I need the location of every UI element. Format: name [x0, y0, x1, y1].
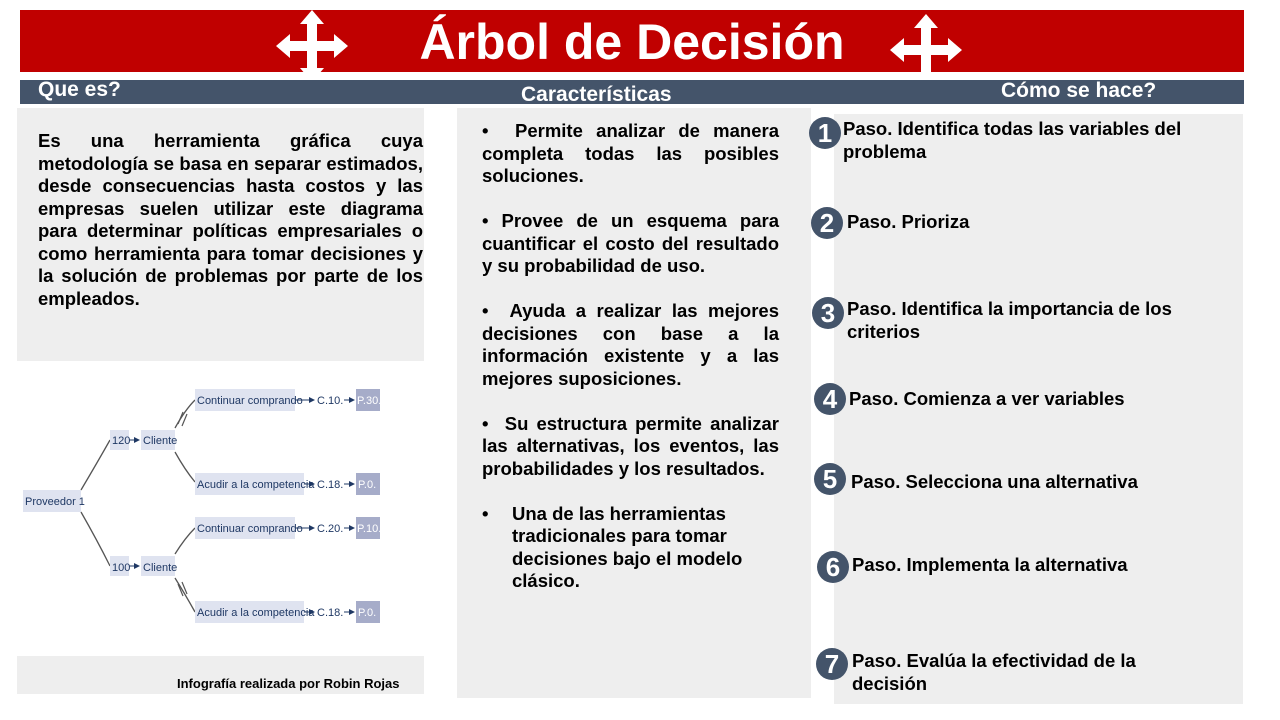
- tree-cost-4: C.18.: [317, 607, 344, 619]
- tree-option-continue-top: Continuar comprando: [197, 395, 303, 407]
- tree-cost-2: C.18.: [317, 479, 344, 491]
- credit-text: Infografía realizada por Robin Rojas: [177, 676, 400, 691]
- tree-option-competition-top: Acudir a la competencia: [197, 479, 315, 491]
- step-text-1: Paso. Identifica todas las variables del problema: [843, 118, 1182, 162]
- step-number-5: 5: [814, 463, 846, 495]
- section-title-what-is: Que es?: [38, 78, 121, 101]
- tree-client-top-label: Cliente: [143, 435, 178, 447]
- tree-prob-4: P.0.: [358, 607, 377, 619]
- bullet-dot: •: [482, 502, 489, 524]
- step-text-2: Paso. Prioriza: [847, 211, 970, 232]
- tree-branch-top-label: 120: [112, 435, 131, 447]
- tree-cost-1: C.10.: [317, 395, 344, 407]
- step-number-3: 3: [812, 297, 844, 329]
- tree-cost-3: C.20.: [317, 523, 344, 535]
- tree-option-competition-bottom: Acudir a la competencia: [197, 607, 315, 619]
- what-is-text: Es una herramienta gráfica cuya metodología se basa en separar estimados, desde consecuencias hasta costos y las empresas suelen utilizar este diagrama para determinar políticas empresariales o como herramienta para tomar decisiones y la solución de problemas por parte de los empleados.: [38, 130, 423, 309]
- tree-client-bottom-label: Cliente: [143, 562, 178, 574]
- step-text-4: Paso. Comienza a ver variables: [849, 388, 1125, 409]
- decision-tree-diagram: [17, 378, 417, 638]
- feature-item-5: • Una de las herramientas tradicionales para tomar decisiones bajo el modelo clásico.: [482, 502, 743, 591]
- step-number-7: 7: [816, 648, 848, 680]
- page-title: Árbol de Decisión: [419, 14, 845, 70]
- step-number-1: 1: [809, 117, 841, 149]
- step-number-2: 2: [811, 207, 843, 239]
- tree-prob-3: P.10.: [357, 523, 382, 535]
- step-number-4: 4: [814, 383, 846, 415]
- feature-item-4: • Su estructura permite analizar las alternativas, los eventos, las probabilidades y los resultados.: [482, 412, 779, 479]
- step-text-3: Paso. Identifica la importancia de los criterios: [847, 298, 1172, 342]
- step-text-6: Paso. Implementa la alternativa: [852, 554, 1128, 575]
- step-text-5: Paso. Selecciona una alternativa: [851, 471, 1138, 492]
- tree-prob-1: P.30.: [357, 395, 382, 407]
- step-number-6: 6: [817, 551, 849, 583]
- tree-branch-bottom-label: 100: [112, 562, 131, 574]
- feature-item-1: • Permite analizar de manera completa todas las posibles soluciones.: [482, 120, 779, 186]
- tree-prob-2: P.0.: [358, 479, 377, 491]
- step-text-7: Paso. Evalúa la efectividad de la decisión: [852, 650, 1136, 694]
- feature-item-3: • Ayuda a realizar las mejores decisiones con base a la información existente y a las mejores suposiciones.: [482, 300, 779, 389]
- tree-option-continue-bottom: Continuar comprando: [197, 523, 303, 535]
- section-title-features: Características: [521, 83, 672, 106]
- feature-item-2: • Provee de un esquema para cuantificar el costo del resultado y su probabilidad de uso.: [482, 210, 779, 276]
- section-title-how: Cómo se hace?: [1001, 79, 1157, 102]
- tree-root-label: Proveedor 1: [25, 496, 85, 508]
- features-list: [482, 120, 779, 593]
